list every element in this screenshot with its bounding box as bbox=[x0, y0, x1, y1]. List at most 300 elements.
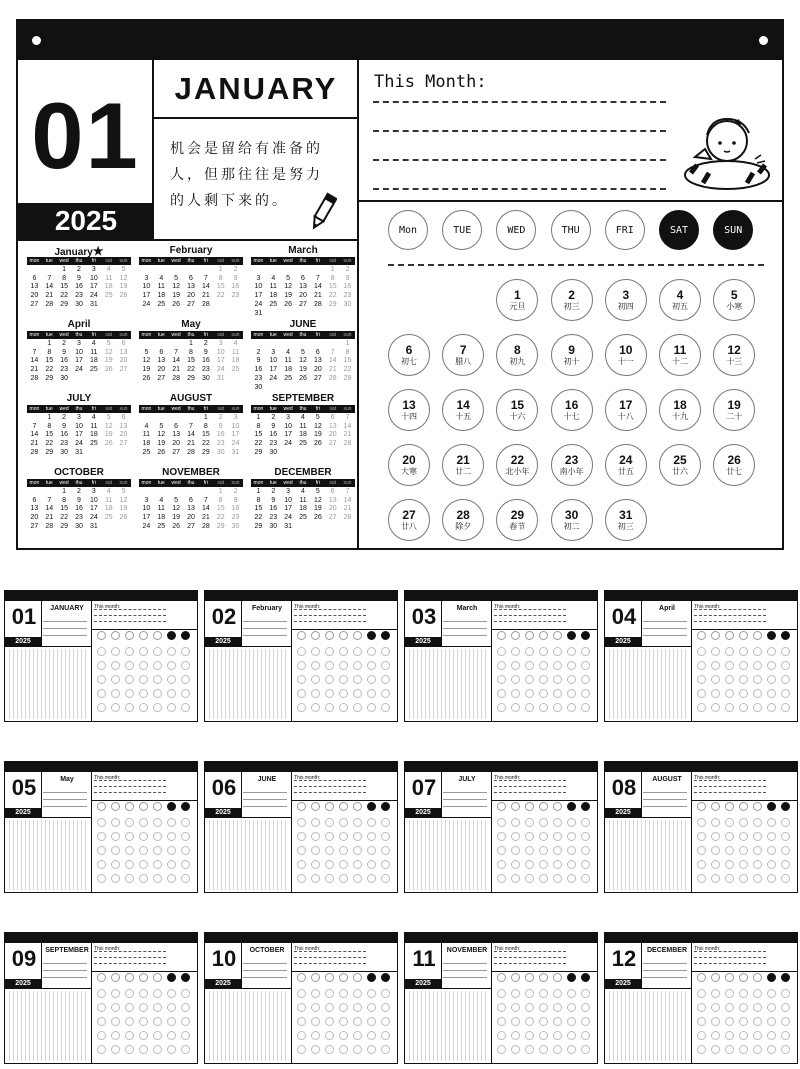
mini-day: 24 bbox=[269, 374, 278, 382]
day-cell[interactable] bbox=[388, 499, 430, 541]
mini-day: 2 bbox=[345, 266, 350, 273]
mini-day: 26 bbox=[299, 374, 307, 382]
thumb-weekday bbox=[181, 802, 190, 811]
mini-day: 21 bbox=[201, 292, 210, 300]
day-cell[interactable] bbox=[551, 279, 593, 321]
thumb-month-name: March bbox=[456, 605, 478, 612]
thumb-weekday bbox=[567, 631, 576, 640]
thumb-day bbox=[753, 860, 762, 869]
mini-day: 26 bbox=[104, 366, 113, 374]
mini-day: 10 bbox=[89, 274, 98, 282]
thumb-month-number: 10 bbox=[211, 946, 237, 971]
mini-weekday-label: sat bbox=[105, 332, 113, 338]
mini-day: 23 bbox=[231, 514, 240, 522]
mini-day: 22 bbox=[45, 366, 54, 374]
thumb-note-line bbox=[494, 621, 566, 622]
thumb-day bbox=[325, 874, 334, 883]
mini-month-december bbox=[251, 467, 355, 532]
mini-day: 23 bbox=[75, 292, 83, 300]
quote-line: 机会是留给有准备的 bbox=[170, 140, 323, 156]
day-number: 10 bbox=[619, 342, 633, 357]
mini-month-title bbox=[27, 319, 131, 331]
mini-weekday-label: sat bbox=[217, 332, 225, 338]
mini-day: 31 bbox=[75, 448, 83, 456]
thumb-day bbox=[553, 703, 562, 712]
year-label: 2025 bbox=[18, 203, 154, 239]
thumb-day bbox=[111, 989, 120, 998]
thumb-weekday bbox=[753, 973, 762, 982]
mini-month-may bbox=[139, 319, 243, 384]
thumb-weekday bbox=[167, 973, 176, 982]
mini-day: 19 bbox=[104, 357, 113, 365]
thumb-divider bbox=[691, 800, 798, 801]
mini-day: 13 bbox=[119, 422, 128, 430]
thumb-day bbox=[153, 661, 162, 670]
month-thumbnail[interactable] bbox=[604, 761, 798, 893]
thumb-note-line bbox=[94, 780, 166, 781]
lunar-date: 元旦 bbox=[509, 301, 526, 311]
mini-weekday-header bbox=[139, 257, 243, 265]
month-thumbnail[interactable] bbox=[4, 590, 198, 722]
mini-day: 24 bbox=[89, 514, 98, 522]
mini-month-july bbox=[27, 393, 131, 458]
thumb-day bbox=[111, 1045, 120, 1054]
thumb-day bbox=[297, 989, 306, 998]
thumb-day bbox=[497, 1031, 506, 1040]
thumb-day bbox=[111, 1003, 120, 1012]
day-cell[interactable] bbox=[388, 389, 430, 431]
mini-day: 20 bbox=[313, 366, 322, 374]
mini-weekday-label: thu bbox=[75, 480, 83, 486]
thumb-day bbox=[297, 675, 306, 684]
mini-day: 19 bbox=[313, 505, 322, 513]
thumb-day bbox=[353, 989, 362, 998]
thumb-day bbox=[353, 846, 362, 855]
thumb-year-overview bbox=[407, 991, 489, 1061]
day-cell[interactable] bbox=[605, 444, 647, 486]
thumb-weekday bbox=[697, 802, 706, 811]
mini-day: 21 bbox=[343, 431, 352, 439]
day-cell[interactable] bbox=[605, 334, 647, 376]
mini-day: 23 bbox=[254, 374, 263, 382]
thumb-day bbox=[739, 703, 748, 712]
thumb-day bbox=[325, 703, 334, 712]
note-line[interactable] bbox=[373, 130, 666, 132]
thumb-day bbox=[581, 989, 590, 998]
mini-day: 9 bbox=[77, 496, 81, 504]
mini-day: 28 bbox=[45, 522, 54, 530]
thumb-note-line bbox=[494, 963, 566, 964]
day-cell[interactable] bbox=[713, 444, 755, 486]
mini-day: 6 bbox=[189, 496, 193, 504]
mini-day: 11 bbox=[157, 283, 165, 291]
thumb-day bbox=[711, 818, 720, 827]
thumb-day bbox=[111, 860, 120, 869]
mini-day: 3 bbox=[286, 414, 291, 421]
thumb-day bbox=[181, 675, 190, 684]
thumb-weekday bbox=[153, 802, 162, 811]
day-number: 3 bbox=[622, 287, 630, 302]
thumb-day bbox=[767, 832, 776, 841]
thumb-day bbox=[739, 661, 748, 670]
thumb-day bbox=[553, 1017, 562, 1026]
day-cell[interactable] bbox=[551, 444, 593, 486]
thumb-top-bar bbox=[5, 762, 197, 772]
day-cell[interactable] bbox=[442, 444, 484, 486]
mini-day: 6 bbox=[330, 488, 335, 495]
thumb-divider bbox=[641, 943, 642, 989]
thumb-year-overview bbox=[7, 649, 89, 719]
thumb-day bbox=[711, 874, 720, 883]
thumb-this-month-label: This month: bbox=[94, 604, 121, 610]
hang-hole-right bbox=[759, 36, 768, 45]
thumb-day bbox=[781, 1003, 790, 1012]
thumb-note-line bbox=[494, 792, 566, 793]
thumb-note-line bbox=[94, 786, 166, 787]
mini-day: 26 bbox=[172, 300, 181, 308]
thumb-day bbox=[181, 989, 190, 998]
thumb-weekday bbox=[781, 802, 790, 811]
thumb-day bbox=[125, 661, 134, 670]
mini-day: 14 bbox=[45, 283, 54, 291]
thumb-this-month-label: This month: bbox=[294, 775, 321, 781]
mini-day: 16 bbox=[201, 357, 210, 365]
thumb-day bbox=[353, 689, 362, 698]
month-thumbnail[interactable] bbox=[204, 761, 398, 893]
day-cell[interactable] bbox=[605, 389, 647, 431]
mini-day: 10 bbox=[142, 505, 151, 513]
thumb-day bbox=[139, 647, 148, 656]
day-cell[interactable] bbox=[605, 279, 647, 321]
mini-weekday-label: sun bbox=[231, 258, 240, 264]
thumb-year: 2025 bbox=[205, 637, 241, 646]
mini-weekday-label: tue bbox=[45, 406, 53, 412]
thumb-weekday bbox=[697, 631, 706, 640]
thumb-weekday bbox=[125, 631, 134, 640]
thumb-day bbox=[111, 675, 120, 684]
mini-day: 29 bbox=[45, 374, 54, 382]
day-cell[interactable] bbox=[496, 444, 538, 486]
mini-day: 6 bbox=[121, 414, 126, 421]
thumb-day bbox=[739, 689, 748, 698]
thumb-this-month-label: This month: bbox=[494, 946, 521, 952]
thumb-day bbox=[167, 647, 176, 656]
thumb-day bbox=[511, 1045, 520, 1054]
mini-day: 9 bbox=[271, 496, 276, 504]
day-cell[interactable] bbox=[659, 279, 701, 321]
thumb-day bbox=[153, 675, 162, 684]
thumb-note-line bbox=[494, 609, 566, 610]
mini-weekday-label: tue bbox=[45, 332, 53, 338]
thumb-divider bbox=[205, 646, 291, 647]
mini-month-title bbox=[251, 393, 355, 405]
thumb-day bbox=[567, 661, 576, 670]
mini-day: 9 bbox=[233, 496, 238, 504]
thumb-this-month-label: This month: bbox=[94, 775, 121, 781]
mini-month-name: OCTOBER bbox=[54, 467, 104, 478]
thumb-day bbox=[97, 846, 106, 855]
day-cell[interactable] bbox=[496, 334, 538, 376]
thumb-month-number: 09 bbox=[11, 946, 37, 971]
mini-weekday-label: sat bbox=[217, 480, 225, 486]
note-line[interactable] bbox=[373, 159, 666, 161]
thumb-day bbox=[353, 1017, 362, 1026]
thumb-day bbox=[353, 860, 362, 869]
weekday-thu: THU bbox=[551, 210, 591, 250]
day-cell[interactable] bbox=[605, 499, 647, 541]
mini-day: 9 bbox=[256, 357, 261, 365]
thumb-day bbox=[581, 846, 590, 855]
thumb-weekday bbox=[711, 631, 720, 640]
day-cell[interactable] bbox=[442, 389, 484, 431]
thumb-day bbox=[525, 1017, 534, 1026]
thumb-year: 2025 bbox=[5, 979, 41, 988]
day-cell[interactable] bbox=[659, 334, 701, 376]
thumb-day bbox=[339, 661, 348, 670]
day-cell[interactable] bbox=[496, 389, 538, 431]
thumb-day bbox=[111, 818, 120, 827]
mini-day: 2 bbox=[77, 488, 81, 495]
mini-day: 10 bbox=[254, 283, 263, 291]
thumb-day bbox=[525, 874, 534, 883]
thumb-day bbox=[567, 860, 576, 869]
mini-day: 19 bbox=[172, 514, 181, 522]
thumb-weekday bbox=[339, 802, 348, 811]
day-cell[interactable] bbox=[496, 279, 538, 321]
mini-day: 31 bbox=[89, 522, 98, 530]
day-cell[interactable] bbox=[551, 334, 593, 376]
day-cell[interactable] bbox=[659, 389, 701, 431]
thumb-day bbox=[553, 661, 562, 670]
thumb-note-line bbox=[94, 963, 166, 964]
thumb-day bbox=[753, 874, 762, 883]
mini-month-october bbox=[27, 467, 131, 532]
thumb-month-name: JUNE bbox=[257, 776, 277, 783]
mini-weekday-label: sat bbox=[329, 258, 337, 264]
thumb-year-overview bbox=[607, 991, 689, 1061]
mini-day: 8 bbox=[345, 348, 350, 356]
thumb-day bbox=[367, 689, 376, 698]
mini-day: 26 bbox=[119, 292, 128, 300]
mini-month-september bbox=[251, 393, 355, 458]
thumb-month-number: 12 bbox=[611, 946, 637, 971]
thumb-day bbox=[711, 689, 720, 698]
day-cell[interactable] bbox=[388, 444, 430, 486]
month-thumbnail[interactable] bbox=[4, 761, 198, 893]
mini-day: 30 bbox=[201, 374, 210, 382]
mini-day: 26 bbox=[313, 514, 322, 522]
thumb-day bbox=[525, 661, 534, 670]
day-cell[interactable] bbox=[551, 499, 593, 541]
mini-day: 11 bbox=[105, 274, 113, 282]
mini-day: 27 bbox=[187, 522, 195, 530]
thumb-day bbox=[381, 818, 390, 827]
mini-day: 5 bbox=[106, 340, 111, 347]
thumb-day bbox=[767, 860, 776, 869]
month-thumbnail[interactable] bbox=[404, 932, 598, 1064]
thumb-year-overview bbox=[207, 991, 289, 1061]
thumb-day bbox=[497, 1045, 506, 1054]
mini-weekday-label: fri bbox=[91, 480, 96, 486]
mini-weekday-label: fri bbox=[91, 332, 96, 338]
thumb-weekday bbox=[497, 973, 506, 982]
thumb-day bbox=[753, 703, 762, 712]
thumb-note-line bbox=[94, 621, 166, 622]
day-cell[interactable] bbox=[496, 499, 538, 541]
day-cell[interactable] bbox=[713, 334, 755, 376]
month-thumbnail[interactable] bbox=[604, 590, 798, 722]
day-cell[interactable] bbox=[442, 334, 484, 376]
thumb-day bbox=[697, 675, 706, 684]
mini-weekday-label: tue bbox=[157, 258, 165, 264]
thumb-day bbox=[711, 1045, 720, 1054]
mini-day: 13 bbox=[299, 283, 307, 291]
thumb-day bbox=[181, 832, 190, 841]
day-cell[interactable] bbox=[659, 444, 701, 486]
mini-day-grid bbox=[139, 266, 243, 310]
lunar-date: 南小年 bbox=[559, 466, 584, 476]
thumb-day bbox=[567, 874, 576, 883]
mini-weekday-label: sat bbox=[217, 258, 225, 264]
month-thumbnail[interactable] bbox=[204, 932, 398, 1064]
mini-day: 1 bbox=[47, 414, 52, 421]
thumb-month-number: 05 bbox=[11, 775, 37, 800]
thumb-day bbox=[125, 846, 134, 855]
thumb-day bbox=[539, 689, 548, 698]
mini-day: 16 bbox=[216, 431, 225, 439]
thumb-day bbox=[553, 1031, 562, 1040]
month-thumbnail[interactable] bbox=[404, 761, 598, 893]
mini-day: 25 bbox=[299, 514, 307, 522]
lunar-date: 初五 bbox=[672, 301, 688, 311]
day-cell[interactable] bbox=[713, 279, 755, 321]
mini-day: 18 bbox=[284, 366, 293, 374]
thumb-day bbox=[139, 661, 148, 670]
thumb-day bbox=[581, 703, 590, 712]
lunar-date: 十五 bbox=[455, 411, 472, 421]
thumb-day bbox=[353, 647, 362, 656]
month-thumbnail[interactable] bbox=[404, 590, 598, 722]
lunar-date: 腊八 bbox=[455, 356, 472, 366]
mini-day: 12 bbox=[299, 357, 307, 365]
mini-weekday-label: mon bbox=[141, 258, 152, 264]
thumb-day bbox=[153, 846, 162, 855]
thumb-day bbox=[767, 874, 776, 883]
thumb-day bbox=[511, 675, 520, 684]
thumb-year-overview bbox=[207, 820, 289, 890]
mini-day-grid bbox=[139, 340, 243, 384]
mini-weekday-label: thu bbox=[75, 406, 83, 412]
lunar-date: 初七 bbox=[401, 356, 417, 366]
thumb-weekday bbox=[167, 802, 176, 811]
mini-month-march bbox=[251, 245, 355, 318]
mini-weekday-label: wed bbox=[171, 332, 181, 338]
mini-day-grid bbox=[139, 488, 243, 532]
thumb-divider bbox=[605, 646, 691, 647]
thumb-day bbox=[539, 1045, 548, 1054]
thumb-day bbox=[767, 1031, 776, 1040]
thumb-day bbox=[181, 818, 190, 827]
mini-day: 17 bbox=[89, 283, 98, 291]
thumb-day bbox=[553, 989, 562, 998]
thumb-day bbox=[567, 1003, 576, 1012]
thumb-day bbox=[353, 675, 362, 684]
mini-weekday-label: sat bbox=[329, 406, 337, 412]
mini-day: 27 bbox=[299, 300, 307, 308]
thumb-day bbox=[581, 832, 590, 841]
mini-day: 2 bbox=[203, 340, 208, 347]
mini-day: 14 bbox=[343, 496, 352, 504]
thumb-note-line bbox=[694, 963, 766, 964]
thumb-day bbox=[181, 1003, 190, 1012]
day-cell[interactable] bbox=[713, 389, 755, 431]
mini-day: 9 bbox=[271, 422, 276, 430]
thumb-day bbox=[167, 832, 176, 841]
thumb-month-number: 07 bbox=[411, 775, 437, 800]
mini-day: 10 bbox=[75, 422, 83, 430]
thumb-divider bbox=[405, 817, 491, 818]
mini-day: 11 bbox=[269, 283, 277, 291]
month-thumbnail[interactable] bbox=[4, 932, 198, 1064]
thumb-day bbox=[753, 1003, 762, 1012]
day-number: 21 bbox=[456, 452, 470, 467]
mini-day: 7 bbox=[330, 348, 335, 356]
month-thumbnail[interactable] bbox=[204, 590, 398, 722]
note-line[interactable] bbox=[373, 101, 666, 103]
mini-day: 17 bbox=[269, 366, 278, 374]
mini-day: 5 bbox=[174, 274, 179, 282]
thumb-quote bbox=[443, 617, 487, 639]
day-number: 18 bbox=[673, 397, 687, 412]
mini-day-grid bbox=[27, 340, 131, 384]
thumb-day bbox=[367, 989, 376, 998]
mini-day: 23 bbox=[231, 292, 240, 300]
pencil-icon bbox=[309, 192, 337, 232]
mini-day: 25 bbox=[157, 522, 166, 530]
mini-weekday-label: thu bbox=[299, 480, 307, 486]
mini-day: 28 bbox=[172, 374, 181, 382]
mini-weekday-label: tue bbox=[45, 258, 53, 264]
mini-day-grid bbox=[27, 266, 131, 310]
thumb-day bbox=[567, 989, 576, 998]
thumb-day bbox=[125, 874, 134, 883]
thumb-day bbox=[739, 846, 748, 855]
thumb-day bbox=[539, 1017, 548, 1026]
mini-month-april bbox=[27, 319, 131, 384]
thumb-weekday bbox=[311, 631, 320, 640]
day-cell[interactable] bbox=[442, 499, 484, 541]
thumb-weekday bbox=[739, 802, 748, 811]
thumb-divider bbox=[91, 971, 198, 972]
mini-day: 28 bbox=[201, 300, 210, 308]
mini-day: 16 bbox=[60, 431, 69, 439]
note-line[interactable] bbox=[373, 188, 666, 190]
month-thumbnail[interactable] bbox=[604, 932, 798, 1064]
day-cell[interactable] bbox=[551, 389, 593, 431]
mini-day: 13 bbox=[187, 283, 195, 291]
thumb-quote bbox=[43, 959, 87, 981]
mini-day: 8 bbox=[62, 496, 67, 504]
mini-day: 24 bbox=[284, 440, 293, 448]
mini-day: 21 bbox=[45, 514, 54, 522]
thumb-this-month-label: This month: bbox=[694, 604, 721, 610]
mini-weekday-label: fri bbox=[315, 406, 320, 412]
thumb-weekday bbox=[539, 802, 548, 811]
weekday-divider bbox=[388, 264, 764, 266]
day-cell[interactable] bbox=[388, 334, 430, 376]
mini-weekday-label: fri bbox=[91, 258, 96, 264]
mini-weekday-label: sat bbox=[329, 480, 337, 486]
